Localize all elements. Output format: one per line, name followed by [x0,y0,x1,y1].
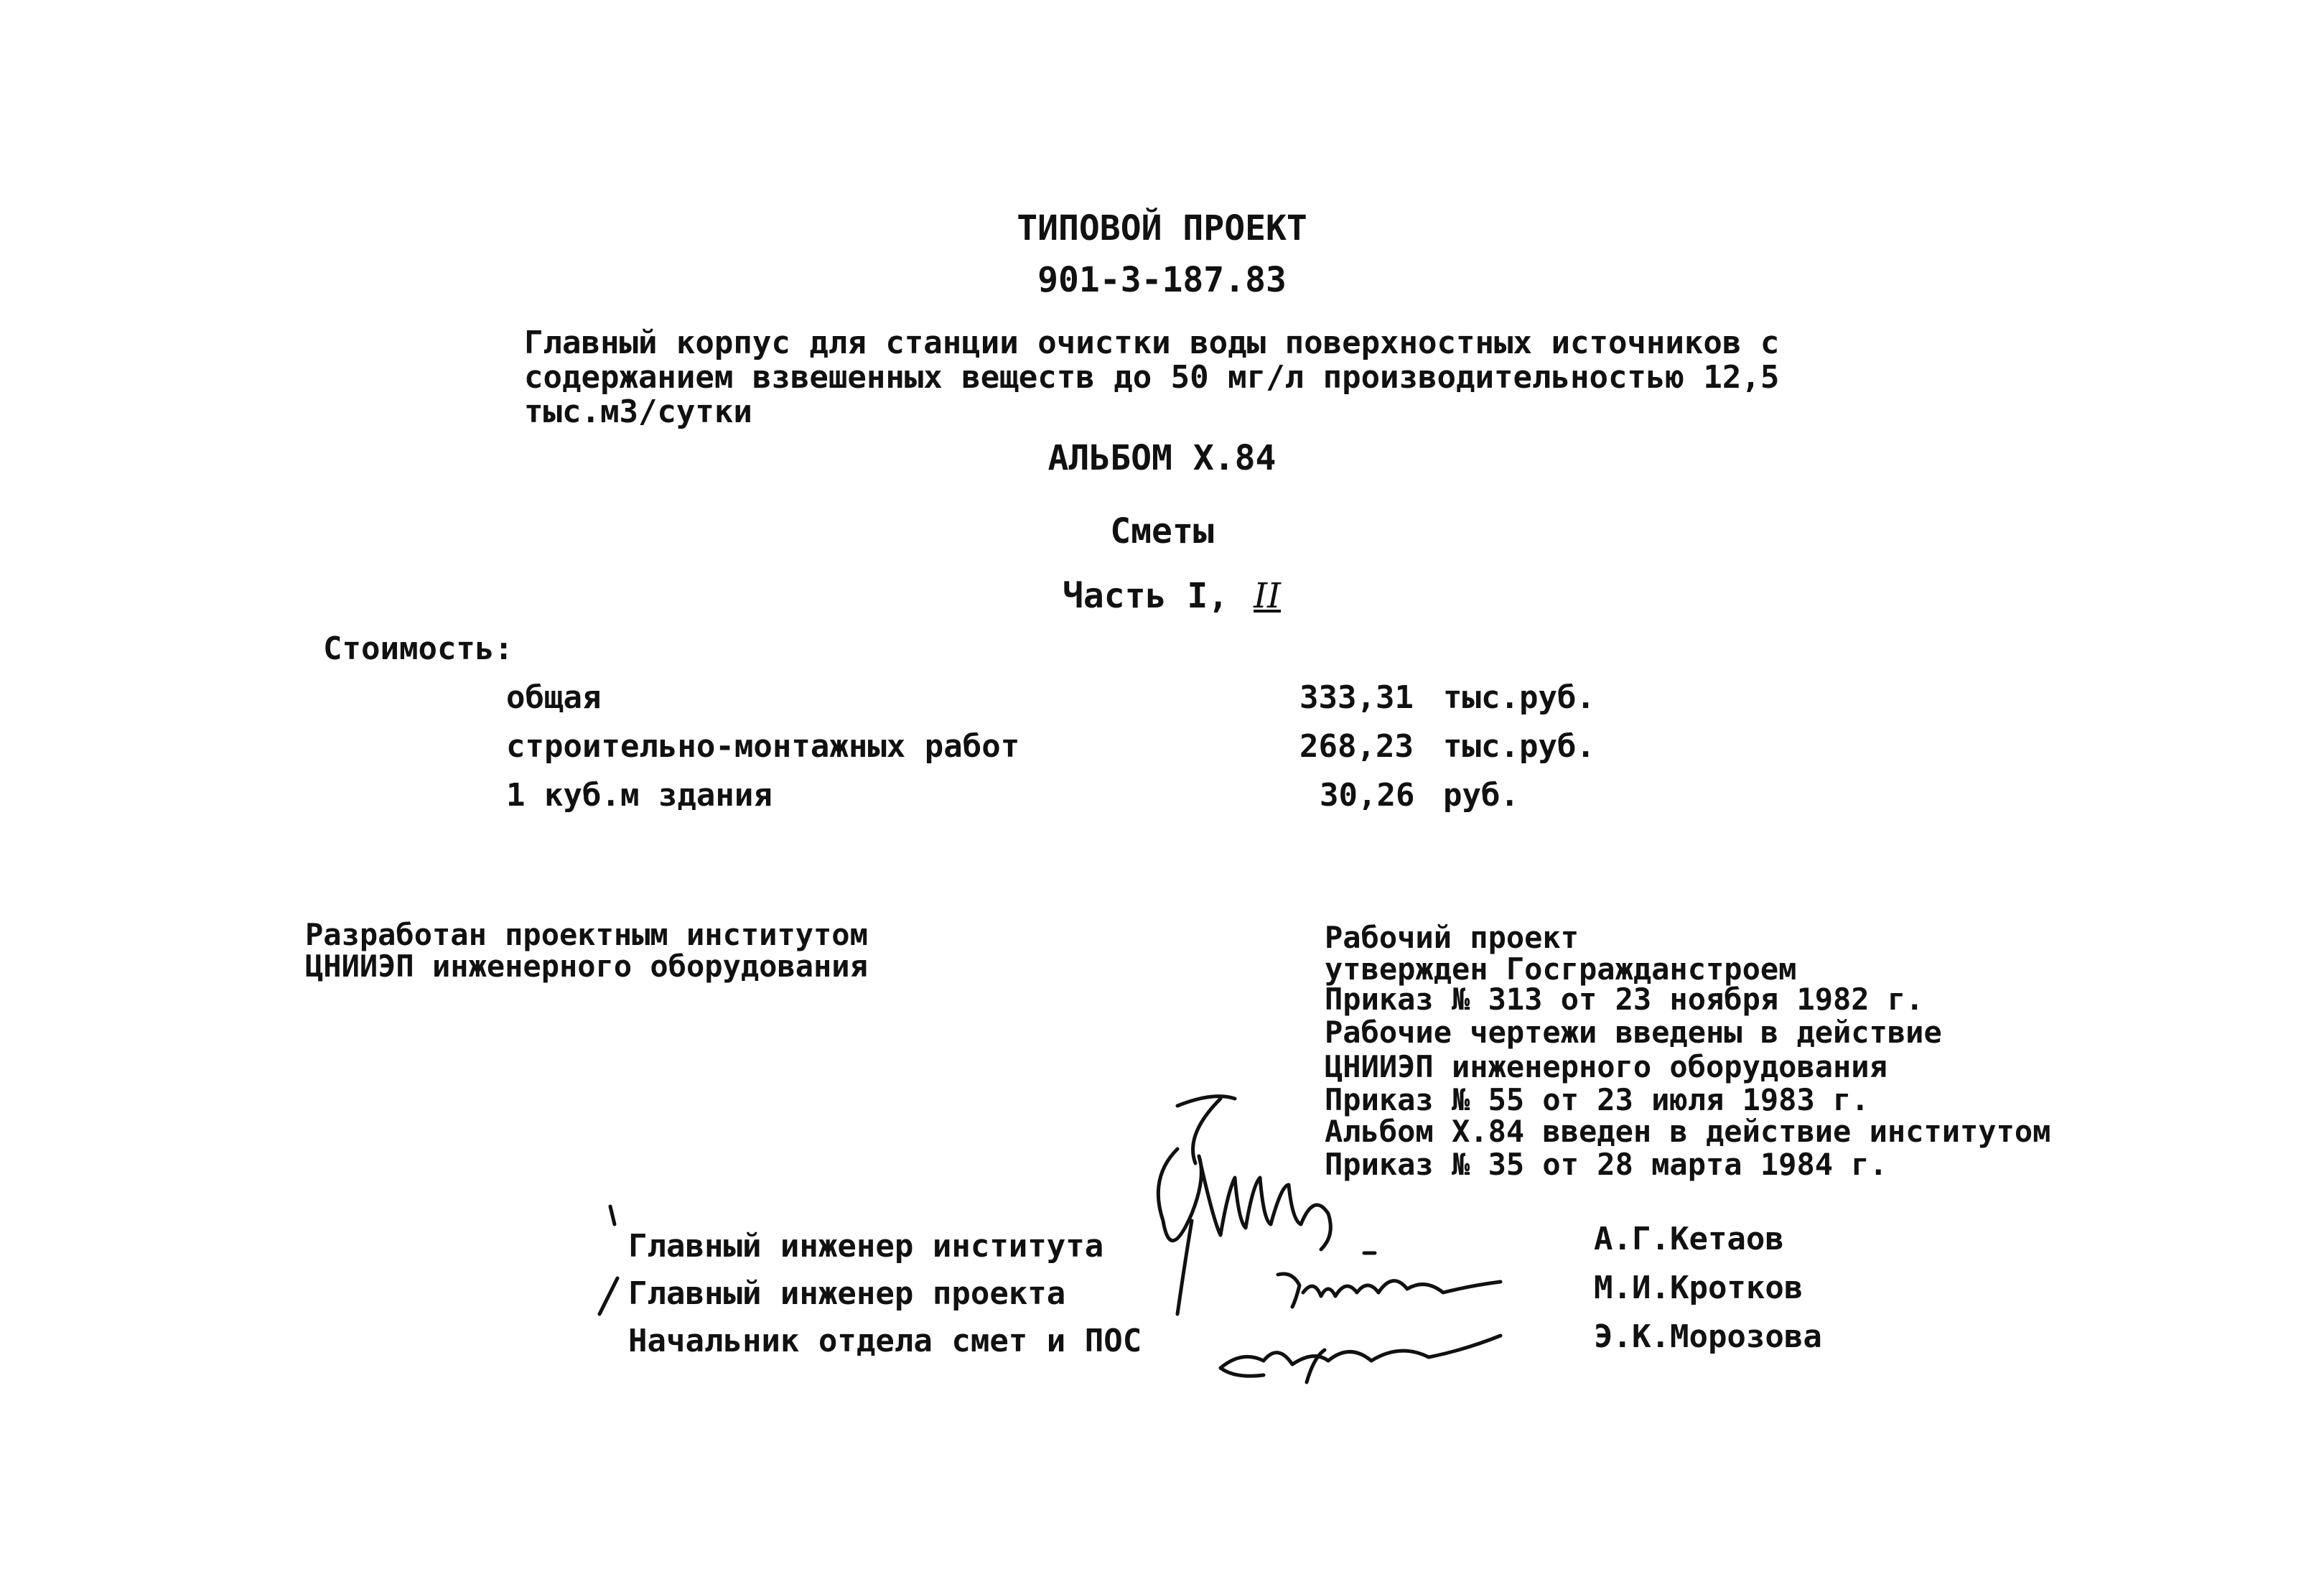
cost-unit: тыс.руб. [1443,679,1595,716]
signature-1 [1158,1097,1375,1314]
approval-line: утвержден Госгражданстроем [1325,951,1797,987]
signature-3 [1221,1336,1501,1382]
developer-line: ЦНИИЭП инженерного оборудования [305,949,868,984]
cost-title: Стоимость: [323,630,513,667]
approval-line: ЦНИИЭП инженерного оборудования [1325,1049,1887,1084]
album-title: АЛЬБОМ X.84 [1047,438,1277,478]
signatory-name: М.И.Кротков [1594,1270,1803,1306]
approval-line: Приказ № 55 от 23 июля 1983 г. [1325,1082,1870,1117]
cost-label: строительно-монтажных работ [506,728,1020,765]
approval-line: Приказ № 35 от 28 марта 1984 г. [1325,1147,1887,1182]
cost-value: 268,23 [1299,728,1414,765]
approval-line: Рабочий проект [1325,920,1579,955]
signatory-name: А.Г.Кетаов [1594,1221,1784,1257]
approval-line: Рабочие чертежи введены в действие [1325,1015,1942,1050]
description-line: тыс.м3/сутки [524,394,752,430]
cost-unit: тыс.руб. [1443,728,1595,765]
tick-mark [599,1278,617,1314]
part-label-text: Часть I, [1063,576,1229,616]
doc-type: ТИПОВОЙ ПРОЕКТ [1017,208,1307,248]
description-line: Главный корпус для станции очистки воды поверхностных источников с [524,325,1780,361]
tick-mark [610,1206,615,1224]
cost-label: общая [506,679,602,716]
approval-line: Приказ № 313 от 23 ноября 1982 г. [1325,982,1924,1017]
cost-value: 30,26 [1320,777,1415,814]
approval-line: Альбом X.84 введен в действие институтом [1325,1114,2051,1149]
section-title: Сметы [1110,511,1214,551]
signatory-position: Главный инженер института [628,1228,1104,1265]
developer-line: Разработан проектным институтом [305,917,868,952]
cost-value: 333,31 [1299,679,1414,716]
cost-label: 1 куб.м здания [506,777,773,814]
cost-unit: руб. [1443,777,1519,814]
description-line: содержанием взвешенных веществ до 50 мг/л производительностью 12,5 [524,359,1780,396]
signatory-name: Э.К.Морозова [1594,1318,1822,1355]
doc-number: 901-3-187.83 [1037,260,1287,300]
signatory-position: Начальник отдела смет и ПОС [628,1323,1142,1359]
signature-2 [1278,1274,1501,1307]
part-handwritten: II [1254,576,1282,616]
signatory-position: Главный инженер проекта [628,1275,1066,1312]
